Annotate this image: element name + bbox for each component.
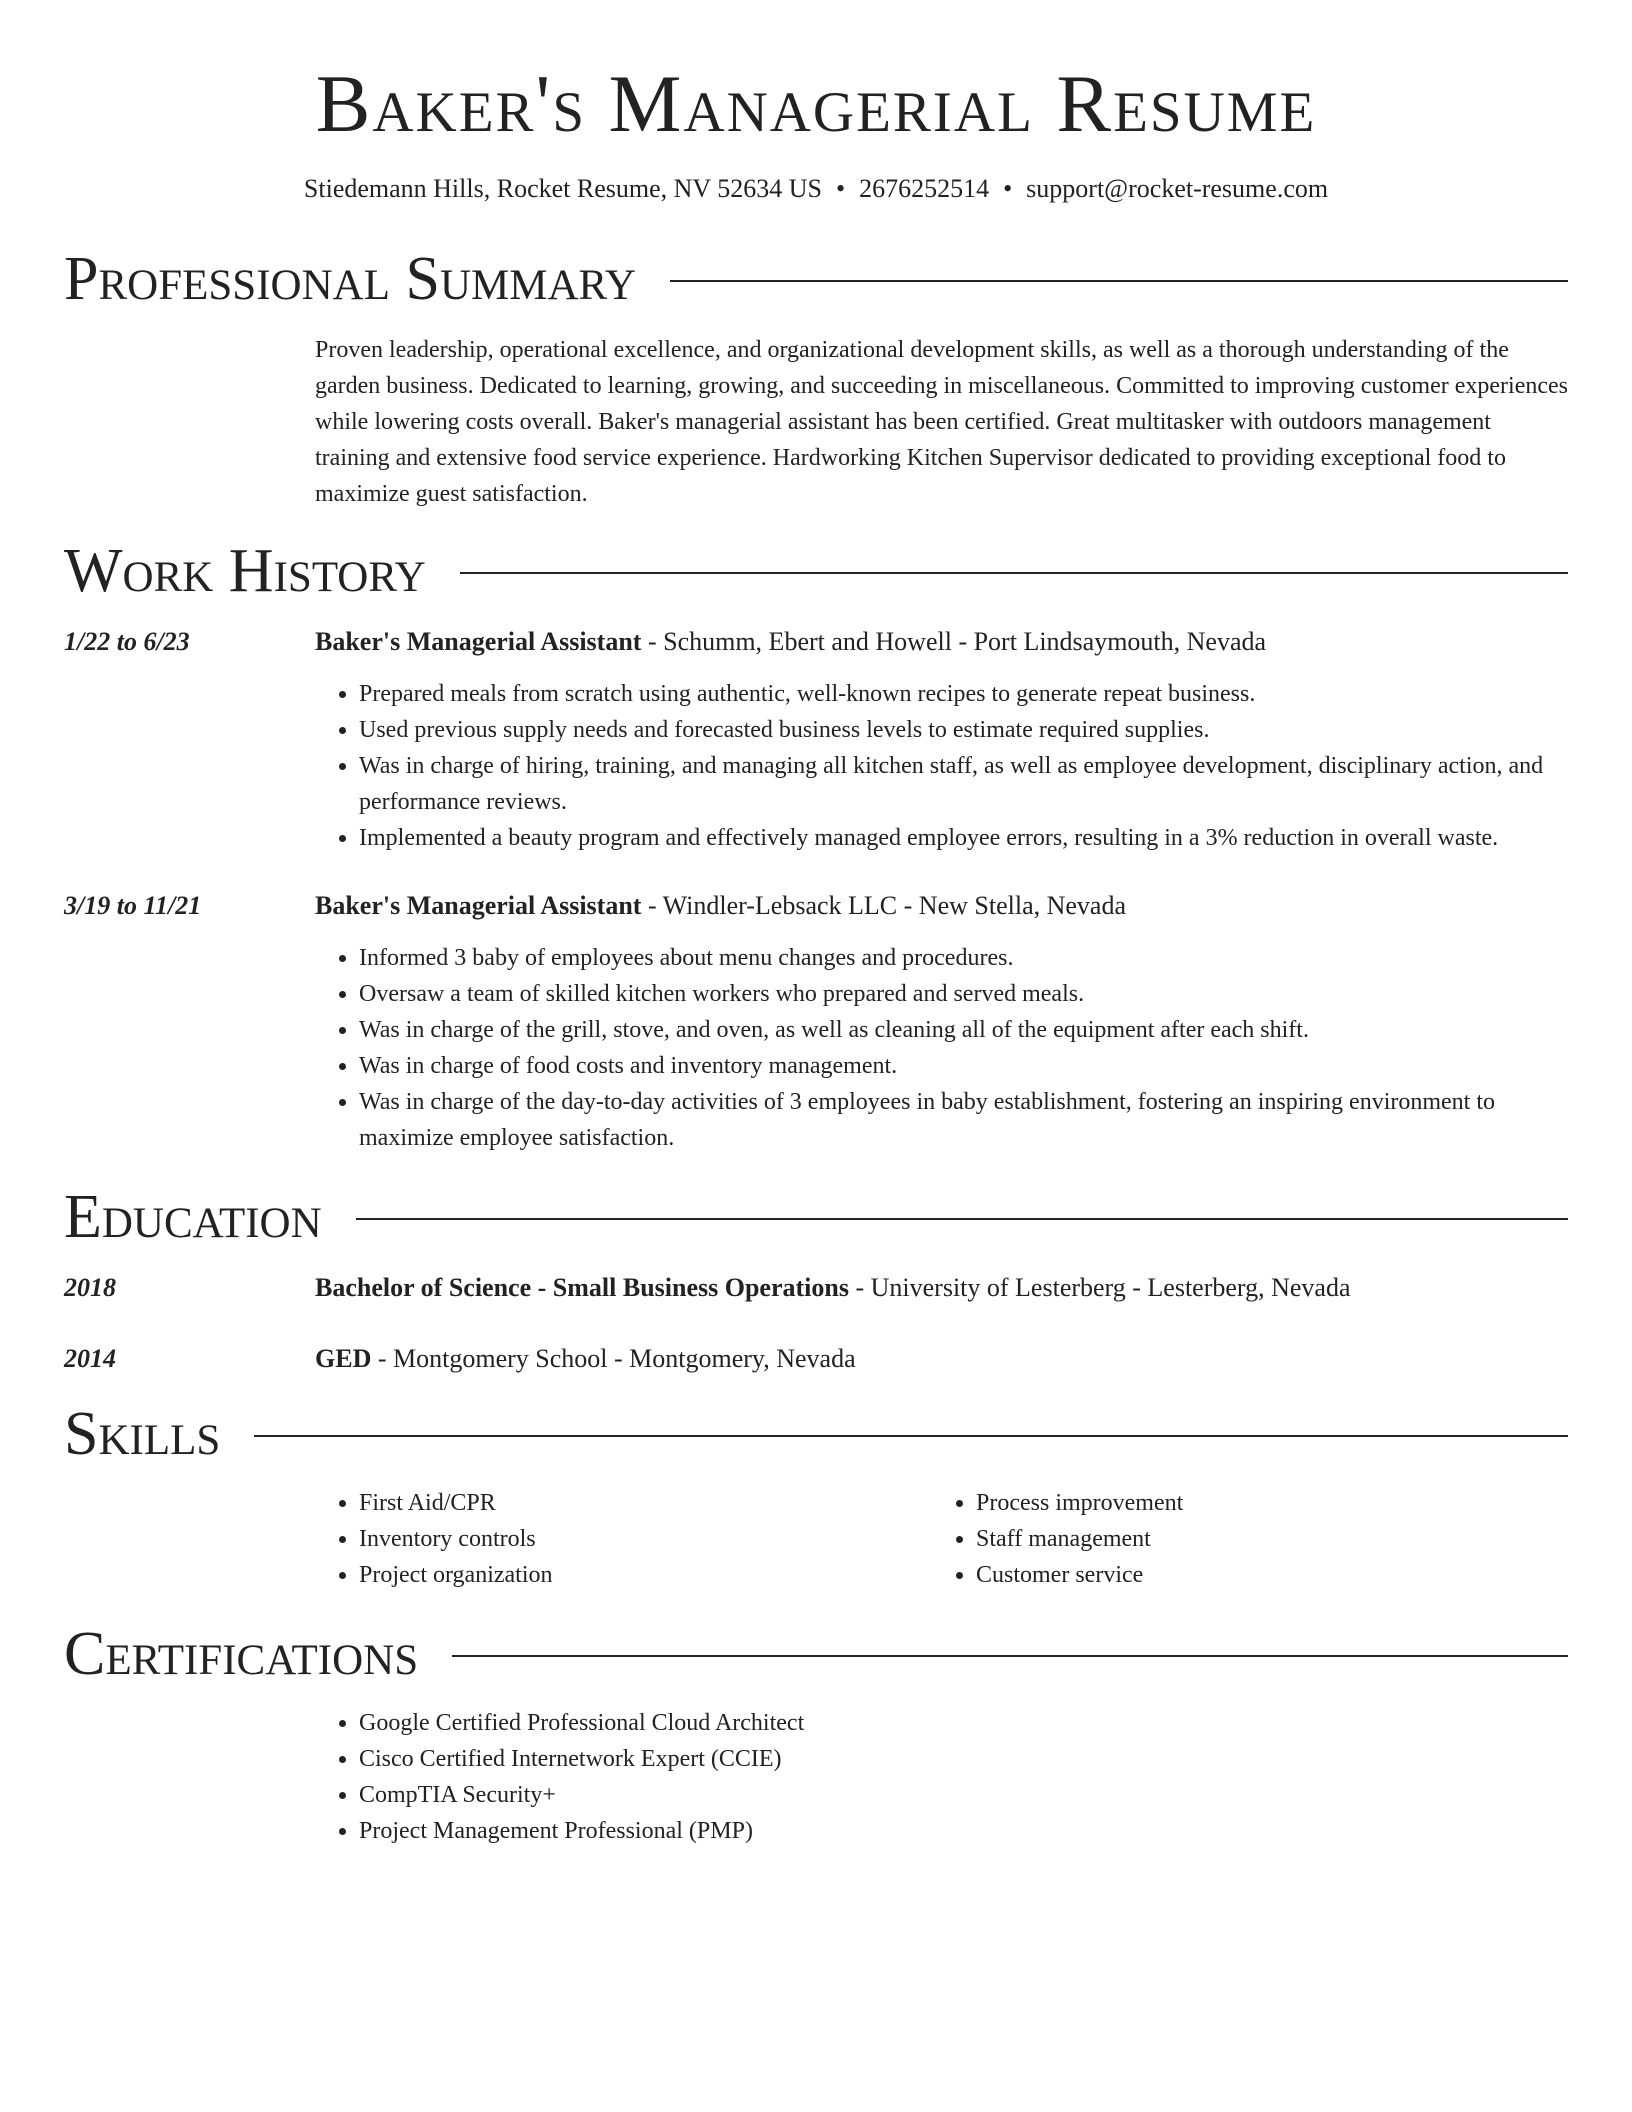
certifications-list (315, 1705, 1568, 1849)
contact-separator: • (1003, 174, 1013, 203)
list-item: • Informed 3 baby of employees about menu changes and procedures. (359, 940, 1568, 976)
list-item: • First Aid/CPR (359, 1485, 932, 1521)
list-item: • Implemented a beauty program and effectively managed employee errors, resulting in a 3% reduction in overall waste. (359, 820, 1568, 856)
contact-address: Stiedemann Hills, Rocket Resume, NV 52634 US (303, 174, 822, 203)
list-item: • Google Certified Professional Cloud Architect (359, 1705, 1568, 1741)
education-entry (64, 1341, 1568, 1377)
list-item: • Was in charge of the day-to-day activities of 3 employees in baby establishment, fostering an inspiring environment to maximize employee satisfaction. (359, 1084, 1568, 1156)
education-degree: Bachelor of Science - Small Business Operations (315, 1273, 849, 1302)
work-heading-text: Work History (64, 537, 426, 605)
job-title: Baker's Managerial Assistant (315, 627, 642, 656)
section-divider (460, 572, 1568, 574)
list-item: • Was in charge of food costs and inventory management. (359, 1048, 1568, 1084)
job-bullets (315, 940, 1568, 1156)
education-entry (64, 1270, 1568, 1306)
contact-phone: 2676252514 (859, 174, 990, 203)
list-item: • Oversaw a team of skilled kitchen workers who prepared and served meals. (359, 976, 1568, 1012)
skills-heading-text: Skills (64, 1400, 221, 1468)
education-body (315, 1341, 1568, 1377)
list-item: • Project organization (359, 1557, 932, 1593)
job-entry (64, 624, 1568, 856)
education-date: 2018 (64, 1273, 116, 1302)
job-bullets (315, 676, 1568, 856)
job-details: - Schumm, Ebert and Howell - Port Lindsaymouth, Nevada (641, 627, 1267, 656)
list-item: • Project Management Professional (PMP) (359, 1813, 1568, 1849)
list-item: • Prepared meals from scratch using authentic, well-known recipes to generate repeat business. (359, 676, 1568, 712)
resume-name: Baker's Managerial Resume (315, 58, 1317, 149)
job-title-line (315, 888, 1568, 924)
education-date: 2014 (64, 1344, 116, 1373)
job-date: 1/22 to 6/23 (64, 627, 190, 656)
contact-line (64, 172, 1568, 206)
contact-email: support@rocket-resume.com (1026, 174, 1329, 203)
section-heading-summary (64, 244, 1568, 314)
education-title-line (315, 1270, 1568, 1306)
section-heading-education (64, 1182, 1568, 1252)
education-title-line (315, 1341, 1568, 1377)
list-item: • Inventory controls (359, 1521, 932, 1557)
list-item: • Process improvement (976, 1485, 1549, 1521)
education-heading-text: Education (64, 1183, 322, 1251)
section-heading-skills (64, 1399, 1568, 1469)
job-details: - Windler-Lebsack LLC - New Stella, Nevada (641, 891, 1127, 920)
contact-separator: • (835, 174, 846, 203)
list-item: • Was in charge of hiring, training, and managing all kitchen staff, as well as employee development, disciplinary action, and performance reviews. (359, 748, 1568, 820)
section-heading-certifications (64, 1619, 1568, 1689)
education-degree: GED (315, 1344, 372, 1373)
job-body (315, 888, 1568, 1156)
section-heading-work-history (64, 536, 1568, 606)
list-item: • Used previous supply needs and forecasted business levels to estimate required supplies. (359, 712, 1568, 748)
skills-list (315, 1485, 1568, 1593)
job-body (315, 624, 1568, 856)
summary-heading-text: Professional Summary (64, 245, 636, 313)
list-item: • Was in charge of the grill, stove, and oven, as well as cleaning all of the equipment after each shift. (359, 1012, 1568, 1048)
list-item: • CompTIA Security+ (359, 1777, 1568, 1813)
list-item: • Staff management (976, 1521, 1549, 1557)
job-title-line (315, 624, 1568, 660)
section-divider (670, 280, 1568, 282)
education-details: - Montgomery School - Montgomery, Nevada (371, 1344, 856, 1373)
education-details: - University of Lesterberg - Lesterberg, Nevada (848, 1273, 1351, 1302)
section-divider (254, 1435, 1568, 1437)
job-entry (64, 888, 1568, 1156)
list-item: • Customer service (976, 1557, 1549, 1593)
section-divider (452, 1655, 1568, 1657)
job-title: Baker's Managerial Assistant (315, 891, 642, 920)
job-date: 3/19 to 11/21 (64, 891, 202, 920)
list-item: • Cisco Certified Internetwork Expert (CCIE) (359, 1741, 1568, 1777)
education-body (315, 1270, 1568, 1306)
certifications-heading-text: Certifications (64, 1620, 419, 1688)
section-divider (356, 1218, 1568, 1220)
skills-column-left (315, 1485, 932, 1593)
skills-column-right (932, 1485, 1549, 1593)
summary-text: Proven leadership, operational excellence, and organizational development skills, as well as a thorough understanding of the garden business. Dedicated to learning, growing, and succeeding in miscellaneous. Committed to improving customer experiences while lowering costs overall. Baker's managerial assistant has been certified. Great multitasker with outdoors management training and extensive food service experience. Hardworking Kitchen Supervisor dedicated to providing exceptional food to maximize guest satisfaction. (315, 337, 1569, 507)
